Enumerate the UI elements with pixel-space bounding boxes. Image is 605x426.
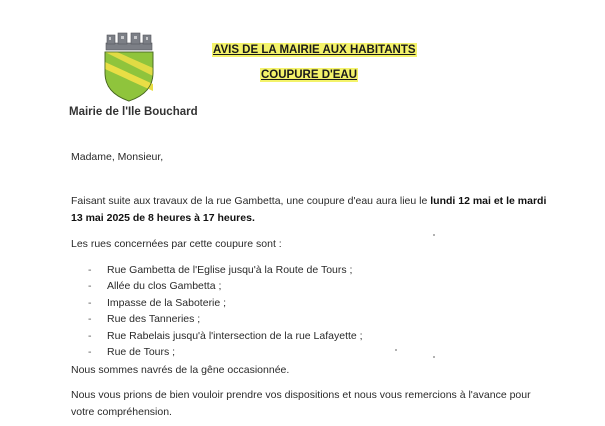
list-dash: - (88, 313, 92, 326)
list-item (88, 329, 363, 343)
municipal-crest-logo (97, 31, 161, 103)
street-name: Rue des Tanneries ; (107, 313, 201, 326)
street-list (88, 263, 363, 361)
street-name: Impasse de la Saboterie ; (107, 296, 227, 309)
list-item (88, 312, 363, 326)
mural-crown-icon (106, 33, 152, 50)
intro-dates-part2: 13 mai 2025 de 8 heures à 17 heures. (71, 212, 255, 224)
list-dash: - (88, 345, 92, 358)
list-dash: - (88, 329, 92, 342)
intro-line-1 (71, 194, 546, 208)
list-dash: - (88, 280, 92, 293)
streets-lead: Les rues concernées par cette coupure sont : (71, 238, 282, 250)
closing-line-1: Nous vous prions de bien vouloir prendre vos dispositions et nous vous remercions à l'avance pour (71, 389, 531, 401)
street-name: Rue Rabelais jusqu'à l'intersection de la rue Lafayette ; (107, 329, 363, 342)
street-name: Rue de Tours ; (107, 345, 176, 358)
shield-icon (105, 52, 153, 101)
list-dash: - (88, 296, 92, 309)
apology-text: Nous sommes navrés de la gêne occasionnée. (71, 364, 290, 376)
notice-title: AVIS DE LA MAIRIE AUX HABITANTS (213, 44, 416, 56)
list-dash: - (88, 264, 92, 276)
intro-text: Faisant suite aux travaux de la rue Gambetta, une coupure d'eau aura lieu le (71, 195, 431, 207)
list-item (88, 296, 363, 310)
street-name: Allée du clos Gambetta ; (107, 280, 222, 293)
scan-speck (395, 349, 397, 351)
list-item (88, 279, 363, 293)
scan-speck (433, 356, 435, 358)
street-name: Rue Gambetta de l'Eglise jusqu'à la Route de Tours ; (107, 264, 353, 276)
notice-subtitle: COUPURE D'EAU (261, 69, 358, 81)
list-item (88, 345, 363, 359)
scan-speck (433, 234, 435, 236)
list-item (88, 263, 363, 277)
intro-dates-part1: lundi 12 mai et le mardi (430, 195, 547, 207)
closing-line-2: votre compréhension. (71, 406, 172, 418)
greeting: Madame, Monsieur, (71, 151, 164, 163)
intro-line-2 (71, 211, 255, 225)
mairie-name: Mairie de l'Ile Bouchard (69, 106, 198, 118)
